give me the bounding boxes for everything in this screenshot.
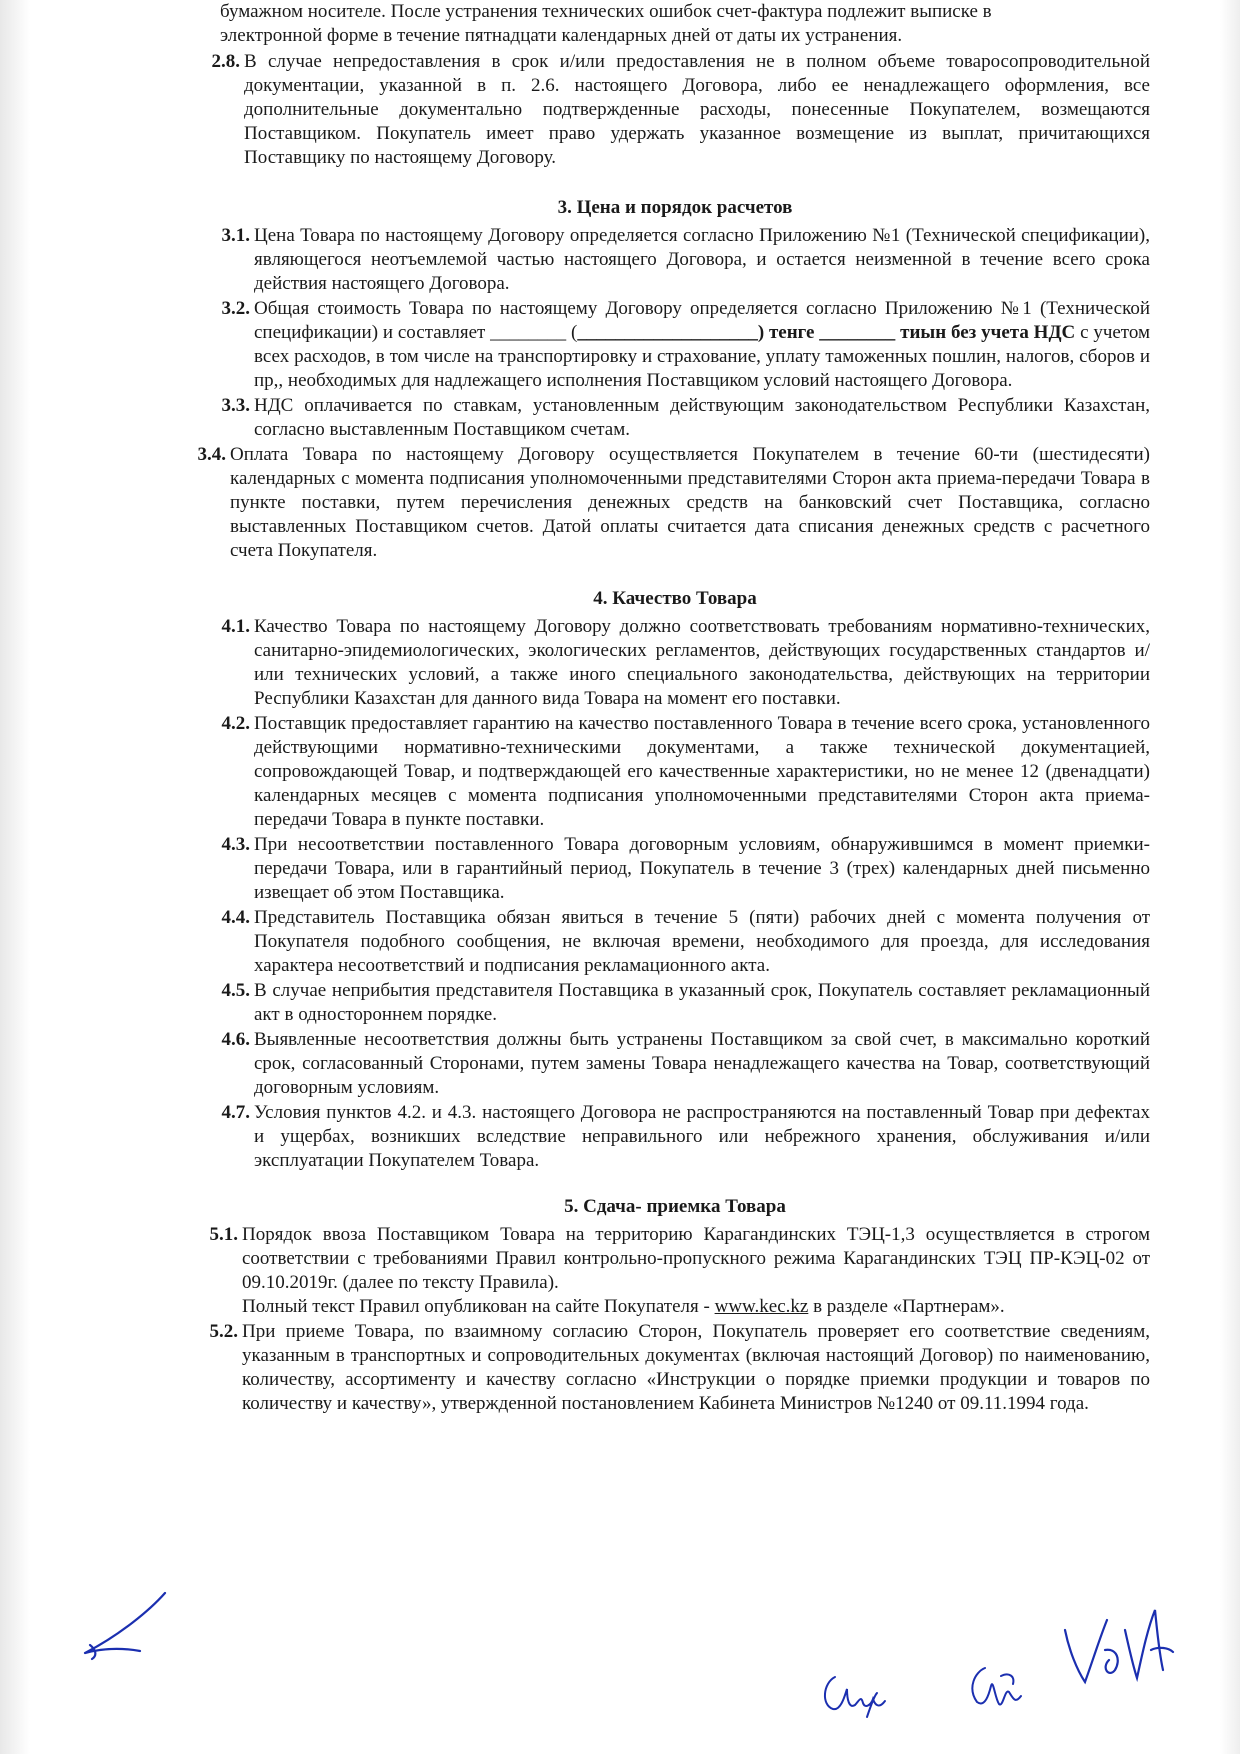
clause-number: 5.1.	[209, 1224, 238, 1245]
clause-3-3	[200, 394, 1150, 442]
clause-text-part: в разделе «Партнерам».	[808, 1296, 1005, 1317]
signature-mark-left	[70, 1585, 180, 1665]
clause-3-4	[190, 443, 1150, 563]
clause-text: Поставщик предоставляет гарантию на качество поставленного Товара в течение всего срока, установленного действующими нормативно-техническими документами, а также технической документацией, сопровождающей Товар, и подтверждающей его качественные характеристики, но не менее 12 (двенадцати) календарных месяцев с момента подписания уполномоченными представителями Сторон акта приема-передачи Товара в пункте поставки.	[254, 713, 1150, 830]
clause-number: 3.2.	[221, 298, 250, 319]
clause-number: 3.3.	[221, 395, 250, 416]
clause-number: 3.1.	[221, 225, 250, 246]
signature-main	[1055, 1590, 1185, 1700]
clause-text: В случае неприбытия представителя Поставщика в указанный срок, Покупатель составляет рекламационный акт в одностороннем порядке.	[254, 980, 1150, 1025]
clause-4-4	[200, 906, 1150, 978]
clause-3-1	[200, 224, 1150, 296]
clause-text: Условия пунктов 4.2. и 4.3. настоящего Договора не распространяются на поставленный Товар при дефектах и ущербах, возникших вследствие неправильного или небрежного хранения, обслуживания и/или эксплуатации Покупателем Товара.	[254, 1102, 1150, 1171]
section-3-title: 3. Цена и порядок расчетов	[557, 197, 793, 218]
carryover-paragraph	[200, 0, 1150, 48]
clause-4-5	[200, 979, 1150, 1027]
clause-text	[254, 297, 1150, 393]
clause-text: Выявленные несоответствия должны быть устранены Поставщиком за свой счет, в максимально короткий срок, согласованный Сторонами, путем замены Товара ненадлежащего качества на Товар, соответствующий договорным условиям.	[254, 1029, 1150, 1098]
clause-text-part: Полный текст Правил опубликован на сайте Покупателя -	[242, 1296, 715, 1317]
clause-number: 4.4.	[221, 907, 250, 928]
clause-number: 4.1.	[221, 616, 250, 637]
clause-text: В случае непредоставления в срок и/или предоставления не в полном объеме товаросопроводительной документации, указанной в п. 2.6. настоящего Договора, либо ее ненадлежащего оформления, все дополнительные документально подтвержденные расходы, понесенные Покупателем, возмещаются Поставщиком. Покупатель имеет право удержать указанное возмещение из выплат, причитающихся Поставщику по настоящему Договору.	[244, 51, 1150, 168]
clause-number: 4.5.	[221, 980, 250, 1001]
clause-text: При несоответствии поставленного Товара договорным условиям, обнаружившимся в момент приемки-передачи Товара, или в гарантийный период, Покупатель в течение 3 (трех) календарных дней письменно извещает об этом Поставщика.	[254, 834, 1150, 903]
website-link[interactable]: www.kec.kz	[714, 1296, 809, 1317]
clause-4-1	[200, 615, 1150, 711]
clause-number: 4.2.	[221, 713, 250, 734]
clause-text: Оплата Товара по настоящему Договору осуществляется Покупателем в течение 60-ти (шестидесяти) календарных с момента подписания уполномоченными представителями Сторон акта приема-передачи Товара в пункте поставки, путем перечисления денежных средств на банковский счет Поставщика, согласно выставленных Поставщиком счетов. Датой оплаты считается дата списания денежных средств с расчетного счета Покупателя.	[230, 444, 1150, 561]
clause-4-6	[200, 1028, 1150, 1100]
clause-text: НДС оплачивается по ставкам, установленным действующим законодательством Республики Казахстан, согласно выставленным Поставщиком счетам.	[254, 395, 1150, 440]
clause-text: Представитель Поставщика обязан явиться в течение 5 (пяти) рабочих дней с момента получения от Покупателя подобного сообщения, не включая времени, необходимого для проезда, для исследования характера несоответствий и подписания рекламационного акта.	[254, 907, 1150, 976]
clause-number: 2.8.	[211, 51, 240, 72]
carryover-line-1: бумажном носителе. После устранения технических ошибок счет-фактура подлежит выписке в	[220, 1, 992, 22]
section-4-title: 4. Качество Товара	[593, 588, 757, 609]
carryover-line-2: электронной форме в течение пятнадцати календарных дней от даты их устранения.	[220, 25, 903, 46]
clause-text: Качество Товара по настоящему Договору должно соответствовать требованиям нормативно-технических, санитарно-эпидемиологических, экологических регламентов, действующих государственных стандартов и/или технических условий, а также иного специального законодательства, действующих на территории Республики Казахстан для данного вида Товара на момент его поставки.	[254, 616, 1150, 709]
clause-number: 4.7.	[221, 1102, 250, 1123]
clause-text-part: Порядок ввоза Поставщиком Товара на территорию Карагандинских ТЭЦ-1,3 осуществляется в строгом соответствии с требованиями Правил контрольно-пропускного режима Карагандинских ТЭЦ ПР-КЭЦ-02 от 09.10.2019г. (далее по тексту Правила).	[242, 1224, 1150, 1293]
clause-text-part: с учетом всех расходов, в том числе на транспортировку и страхование, уплату таможенных пошлин, налогов, сборов и пр,, необходимых для надлежащего исполнения Поставщиком условий настоящего Договора.	[254, 322, 1151, 391]
signature-initials-1	[815, 1665, 895, 1725]
clause-text-part: Общая стоимость Товара по настоящему Договору определяется согласно Приложению №1 (Технической спецификации) и составляет ________ (	[254, 298, 1150, 343]
clause-number: 5.2.	[209, 1321, 238, 1342]
document-body	[197, 0, 1151, 1417]
scan-edge-right	[1220, 0, 1240, 1754]
clause-number: 3.4.	[197, 444, 226, 465]
clause-text	[242, 1223, 1150, 1319]
clause-4-3	[200, 833, 1150, 905]
clause-number: 4.6.	[221, 1029, 250, 1050]
clause-4-2	[200, 712, 1150, 832]
section-5-title: 5. Сдача- приемка Товара	[564, 1196, 786, 1217]
signature-initials-2	[955, 1658, 1035, 1718]
scan-edge-left	[0, 0, 30, 1754]
clause-5-2	[188, 1320, 1150, 1416]
tenge-label: ) тенге ________	[757, 322, 896, 343]
tiyn-label: тиын без учета НДС	[900, 322, 1076, 343]
clause-2-8	[190, 50, 1150, 170]
clause-number: 4.3.	[221, 834, 250, 855]
clause-3-2	[200, 297, 1150, 393]
amount-blank: ___________________	[577, 322, 758, 343]
clause-text: При приеме Товара, по взаимному согласию Сторон, Покупатель проверяет его соответствие сведениям, указанным в транспортных и сопроводительных документах (включая настоящий Договор) по наименованию, количеству, ассортименту и качеству согласно «Инструкции о порядке приемки продукции и товаров по количеству и качеству», утвержденной постановлением Кабинета Министров №1240 от 09.11.1994 года.	[242, 1321, 1150, 1414]
clause-text: Цена Товара по настоящему Договору определяется согласно Приложению №1 (Технической спецификации), являющегося неотъемлемой частью настоящего Договора, и остается неизменной в течение всего срока действия настоящего Договора.	[254, 225, 1150, 294]
clause-4-7	[200, 1101, 1150, 1173]
clause-5-1	[188, 1223, 1150, 1319]
